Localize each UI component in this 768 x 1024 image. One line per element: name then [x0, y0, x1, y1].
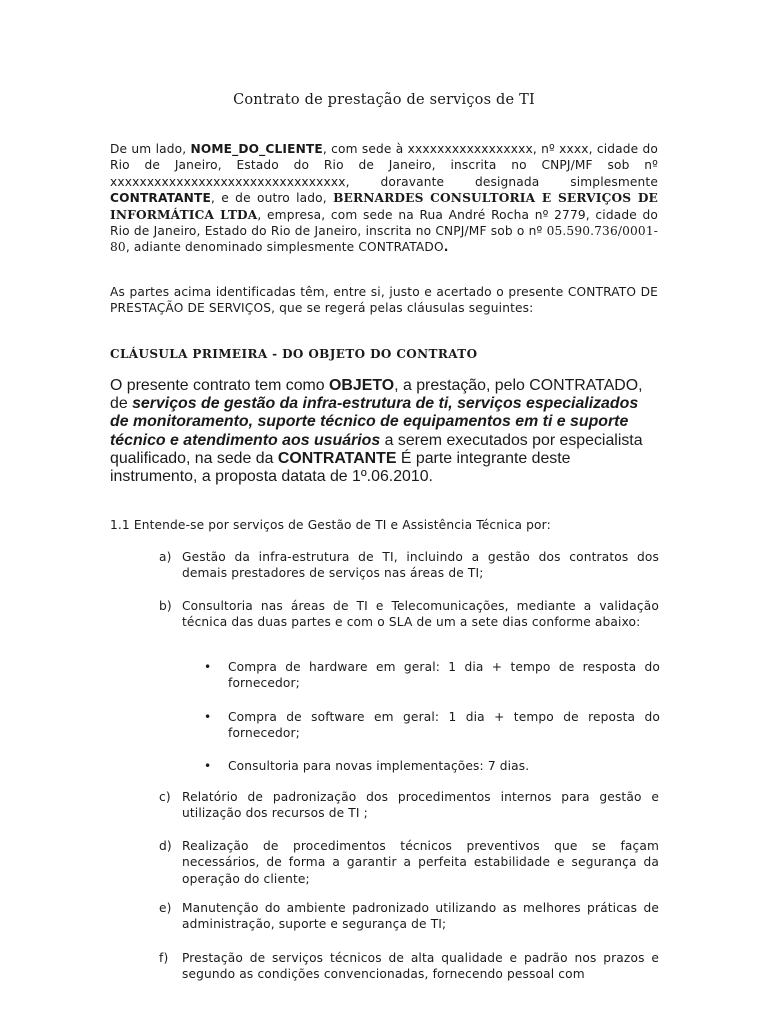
parties-paragraph: [110, 141, 658, 256]
list-item-text: Relatório de padronização dos procedimentos internos para gestão e utilização dos recursos de TI ;: [182, 790, 659, 821]
company-cnpj: 05.590.736/0001-80: [110, 224, 658, 255]
document-title: Contrato de prestação de serviços de TI: [233, 92, 535, 108]
text-run: De um lado,: [110, 142, 191, 156]
text-run: , a prestação, pelo CONTRATADO, de: [110, 377, 643, 413]
object-paragraph: [110, 377, 660, 486]
clause-title: CLÁUSULA PRIMEIRA - DO OBJETO DO CONTRATO: [110, 347, 478, 361]
bullet-icon: •: [204, 660, 212, 674]
services-description: serviços de gestão da infra-estrutura de ti, serviços especializados de monitoramento, suporte técnico de equipamentos em ti e suporte técnico e atendimento aos usuários: [110, 395, 639, 449]
subclause-1-1: 1.1 Entende-se por serviços de Gestão de TI e Assistência Técnica por:: [110, 518, 551, 532]
list-item-label: f): [159, 951, 169, 965]
text-run: , adiante denominado simplesmente CONTRATADO: [125, 240, 444, 255]
list-item-label: a): [159, 550, 172, 564]
text-run: O presente contrato tem como: [110, 377, 330, 394]
contratante-term: CONTRATANTE: [110, 191, 211, 206]
objeto-term: OBJETO: [329, 377, 395, 394]
bullet-text: Consultoria para novas implementações: 7 dias.: [228, 759, 530, 773]
bullet-text: Compra de software em geral: 1 dia + tempo de reposta do fornecedor;: [228, 710, 660, 741]
contratante-term: CONTRATANTE: [277, 449, 397, 467]
list-item-label: e): [159, 901, 172, 915]
list-item-text: Consultoria nas áreas de TI e Telecomunicações, mediante a validação técnica das duas partes e com o SLA de um a sete dias conforme abaixo:: [182, 599, 659, 630]
company-name: BERNARDES CONSULTORIA E SERVIÇOS DE INFORMÁTICA LTDA: [110, 191, 658, 222]
text-run: É parte integrante deste instrumento, a proposta datata de 1º.06.2010.: [110, 449, 571, 486]
bullet-text: Compra de hardware em geral: 1 dia + tempo de resposta do fornecedor;: [228, 660, 660, 691]
list-item-text: Realização de procedimentos técnicos preventivos que se façam necessários, de forma a garantir a perfeita estabilidade e segurança da operação do cliente;: [182, 839, 659, 886]
text-run: .: [443, 240, 449, 255]
client-name: NOME_DO_CLIENTE: [190, 142, 323, 156]
list-item-label: b): [159, 599, 172, 613]
list-item-text: Gestão da infra-estrutura de TI, incluindo a gestão dos contratos dos demais prestadores de serviços nas áreas de TI;: [182, 550, 659, 581]
list-item-label: d): [159, 839, 172, 853]
bullet-icon: •: [204, 759, 212, 773]
text-run: , empresa, com sede na Rua André Rocha nº 2779, cidade do Rio de Janeiro, Estado do Rio de Janeiro, inscrita no CNPJ/MF sob o nº: [110, 207, 658, 239]
list-item-text: Manutenção do ambiente padronizado utilizando as melhores práticas de administração, suporte e segurança de TI;: [182, 901, 659, 932]
text-run: , com sede à xxxxxxxxxxxxxxxxx, nº xxxx, cidade do Rio de Janeiro, Estado do Rio de Janeiro, inscrita no CNPJ/MF sob nº xxxxxxxxxxxxxxxxxxxxxxxxxxxxxxxx, doravante designada simplesmente: [110, 142, 659, 189]
text-run: , e de outro lado,: [210, 191, 334, 206]
list-item-text: Prestação de serviços técnicos de alta qualidade e padrão nos prazos e segundo as condições convencionadas, fornecendo pessoal com: [182, 951, 659, 982]
list-item-label: c): [159, 790, 171, 804]
text-run: a serem executados por especialista qualificado, na sede da: [110, 431, 643, 467]
bullet-icon: •: [204, 710, 212, 724]
agreement-paragraph: As partes acima identificadas têm, entre si, justo e acertado o presente CONTRATO DE PRESTAÇÃO DE SERVIÇOS, que se regerá pelas cláusulas seguintes:: [110, 285, 658, 316]
